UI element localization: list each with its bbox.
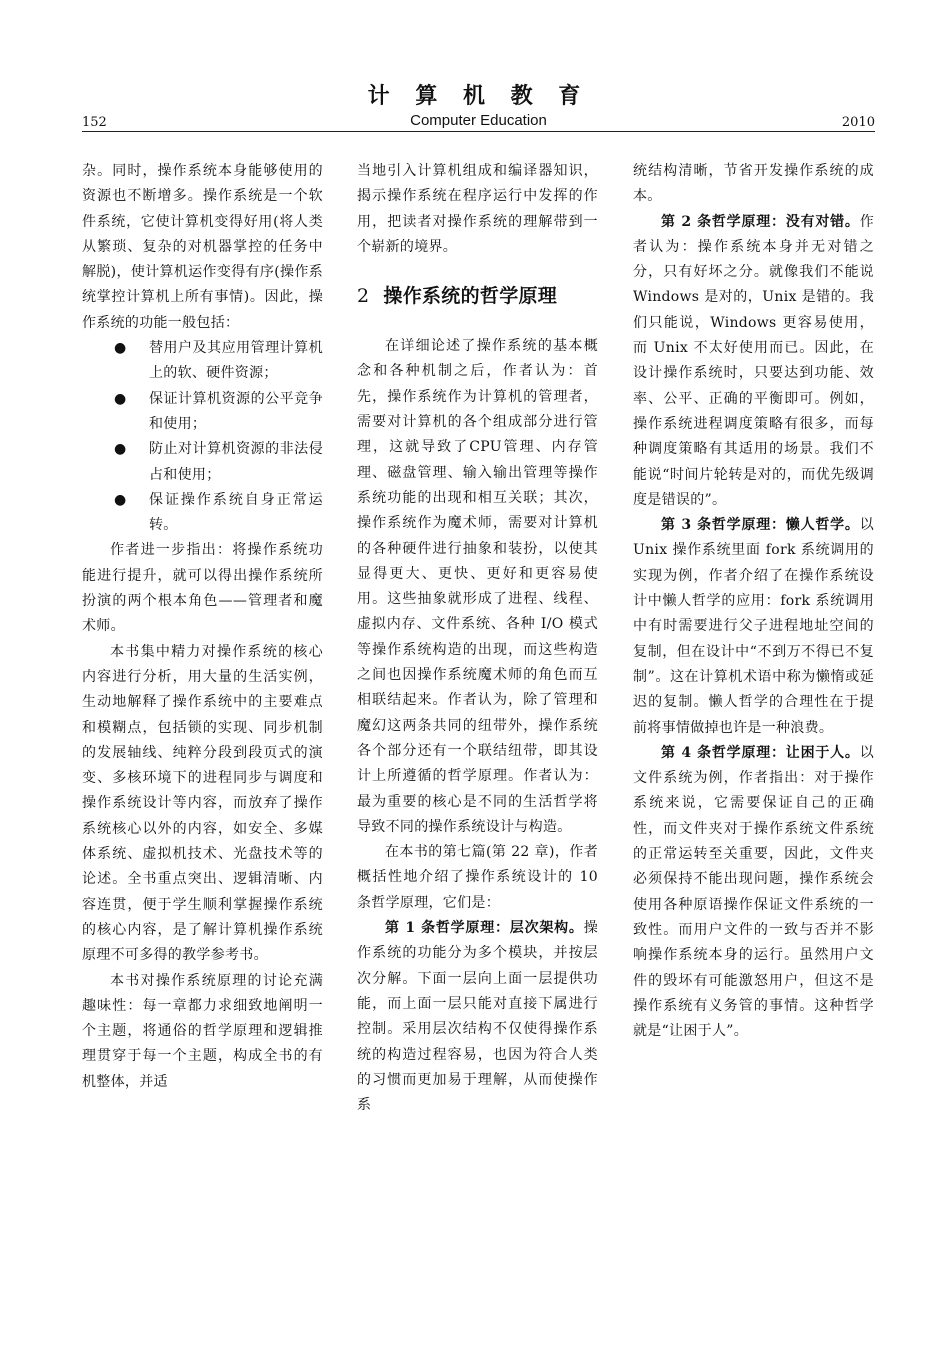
bullet-icon: ● [114, 491, 127, 508]
list-item-text: 替用户及其应用管理计算机上的软、硬件资源； [149, 340, 323, 382]
journal-title-cn: 计 算 机 教 育 [367, 83, 590, 109]
paragraph: 统结构清晰，节省开发操作系统的成本。 [633, 163, 874, 205]
paragraph: 当地引入计算机组成和编译器知识，揭示操作系统在程序运行中发挥的作用，把读者对操作系统的理解带到一个崭新的境界。 [357, 163, 598, 255]
issue-year: 2010 [841, 115, 875, 130]
principle-text: 操作系统的功能分为多个模块，并按层次分解。下面一层向上面一层提供功能，而上面一层只能对直接下属进行控制。采用层次结构不仅使得操作系统的构造过程容易，也因为符合人类的习惯而更加易于理解，从而使操作系 [357, 920, 598, 1114]
principle-paragraph [633, 741, 874, 1045]
paragraph: 本书对操作系统原理的讨论充满趣味性：每一章都力求细致地阐明一个主题，将通俗的哲学原理和逻辑推理贯穿于每一个主题，构成全书的有机整体，并适 [82, 972, 323, 1090]
list-item [82, 488, 323, 539]
list-item-text: 保证计算机资源的公平竞争和使用； [149, 390, 323, 432]
function-list [82, 336, 323, 538]
page-header [82, 82, 875, 132]
principle-title: 第 3 条哲学原理：懒人哲学。 [661, 517, 860, 534]
paragraph: 作者进一步指出：将操作系统功能进行提升，就可以得出操作系统所扮演的两个根本角色——管理者和魔术师。 [82, 542, 323, 635]
column-middle [357, 159, 598, 1118]
bullet-icon: ● [114, 390, 127, 407]
list-item [82, 437, 323, 488]
principle-text: 以文件系统为例，作者指出：对于操作系统来说，它需要保证自己的正确性，而文件夹对于操作系统文件系统的正常运转至关重要，因此，文件夹必须保持不能出现问题，操作系统会使用各种原语操作保证文件系统的一致性。而用户文件的一致与否并不影响操作系统本身的运行。虽然用户文件的毁坏有可能激怒用户，但这不是操作系统有义务管的事情。这种哲学就是“让困于人”。 [633, 744, 874, 1040]
list-item-text: 防止对计算机资源的非法侵占和使用； [149, 441, 323, 483]
list-item [82, 336, 323, 387]
principle-paragraph [633, 513, 874, 741]
journal-title-en: Computer Education [410, 112, 547, 129]
header-rule [82, 131, 875, 132]
principle-title: 第 1 条哲学原理：层次架构。 [385, 920, 584, 937]
principle-paragraph [357, 916, 598, 1118]
paragraph: 杂。同时，操作系统本身能够使用的资源也不断增多。操作系统是一个软件系统，它使计算机变得好用(将人类从繁琐、复杂的对机器掌控的任务中解脱)，使计算机运作变得有序(操作系统掌控计算机上所有事情)。因此，操作系统的功能一般包括： [82, 163, 323, 331]
paragraph: 在本书的第七篇(第 22 章)，作者概括性地介绍了操作系统设计的 10 条哲学原理，它们是： [357, 844, 598, 911]
principle-title: 第 2 条哲学原理：没有对错。 [661, 213, 860, 230]
paragraph: 本书集中精力对操作系统的核心内容进行分析，用大量的生活实例，生动地解释了操作系统中的主要难点和模糊点，包括锁的实现、同步机制的发展轴线、纯粹分段到段页式的演变、多核环境下的进程同步与调度和操作系统设计等内容，而放弃了操作系统核心以外的内容，如安全、多媒体系统、虚拟机技术、光盘技术等的论述。全书重点突出、逻辑清晰、内容连贯，便于学生顺利掌握操作系统的核心内容，是了解计算机操作系统原理不可多得的教学参考书。 [82, 643, 323, 964]
column-left [82, 159, 323, 1095]
principle-text: 作者认为：操作系统本身并无对错之分，只有好坏之分。就像我们不能说 Windows 是对的，Unix 是错的。我们只能说，Windows 更容易使用，而 Unix 不太好使用而已。因此，在设计操作系统时，只要达到功能、效率、公平、正确的平衡即可。例如，操作系统进程调度策略有很多，而每种调度策略有其适用的场景。我们不能说“时间片轮转是对的，而优先级调度是错误的”。 [633, 213, 874, 508]
bullet-icon: ● [114, 340, 127, 357]
principle-title: 第 4 条哲学原理：让困于人。 [661, 744, 860, 761]
principle-text: 以 Unix 操作系统里面 fork 系统调用的实现为例，作者介绍了在操作系统设计中懒人哲学的应用：fork 系统调用中有时需要进行父子进程地址空间的复制，但在设计中“不到万不得已不复制”。这在计算机术语中称为懒惰或延迟的复制。懒人哲学的合理性在于提前将事情做掉也许是一种浪费。 [633, 517, 874, 736]
section-number: 2 [357, 285, 370, 308]
paragraph: 在详细论述了操作系统的基本概念和各种机制之后，作者认为：首先，操作系统作为计算机的管理者，需要对计算机的各个组成部分进行管理，这就导致了CPU管理、内存管理、磁盘管理、输入输出管理等操作系统功能的出现和相互关联；其次，操作系统作为魔术师，需要对计算机的各种硬件进行抽象和装扮，以使其显得更大、更快、更好和更容易使用。这些抽象就形成了进程、线程、虚拟内存、文件系统、各种 I/O 模式等操作系统构造的出现，而这些构造之间也因操作系统魔术师的角色而互相联结起来。作者认为，除了管理和魔幻这两条共同的纽带外，操作系统各个部分还有一个联结纽带，即其设计上所遵循的哲学原理。作者认为：最为重要的核心是不同的生活哲学将导致不同的操作系统设计与构造。 [357, 338, 598, 835]
column-right [633, 159, 874, 1044]
list-item [82, 387, 323, 438]
list-item-text: 保证操作系统自身正常运转。 [149, 491, 323, 534]
section-title: 操作系统的哲学原理 [383, 285, 558, 308]
section-heading [357, 282, 598, 310]
principle-paragraph [633, 210, 874, 514]
bullet-icon: ● [114, 441, 127, 458]
page-number: 152 [82, 115, 107, 130]
